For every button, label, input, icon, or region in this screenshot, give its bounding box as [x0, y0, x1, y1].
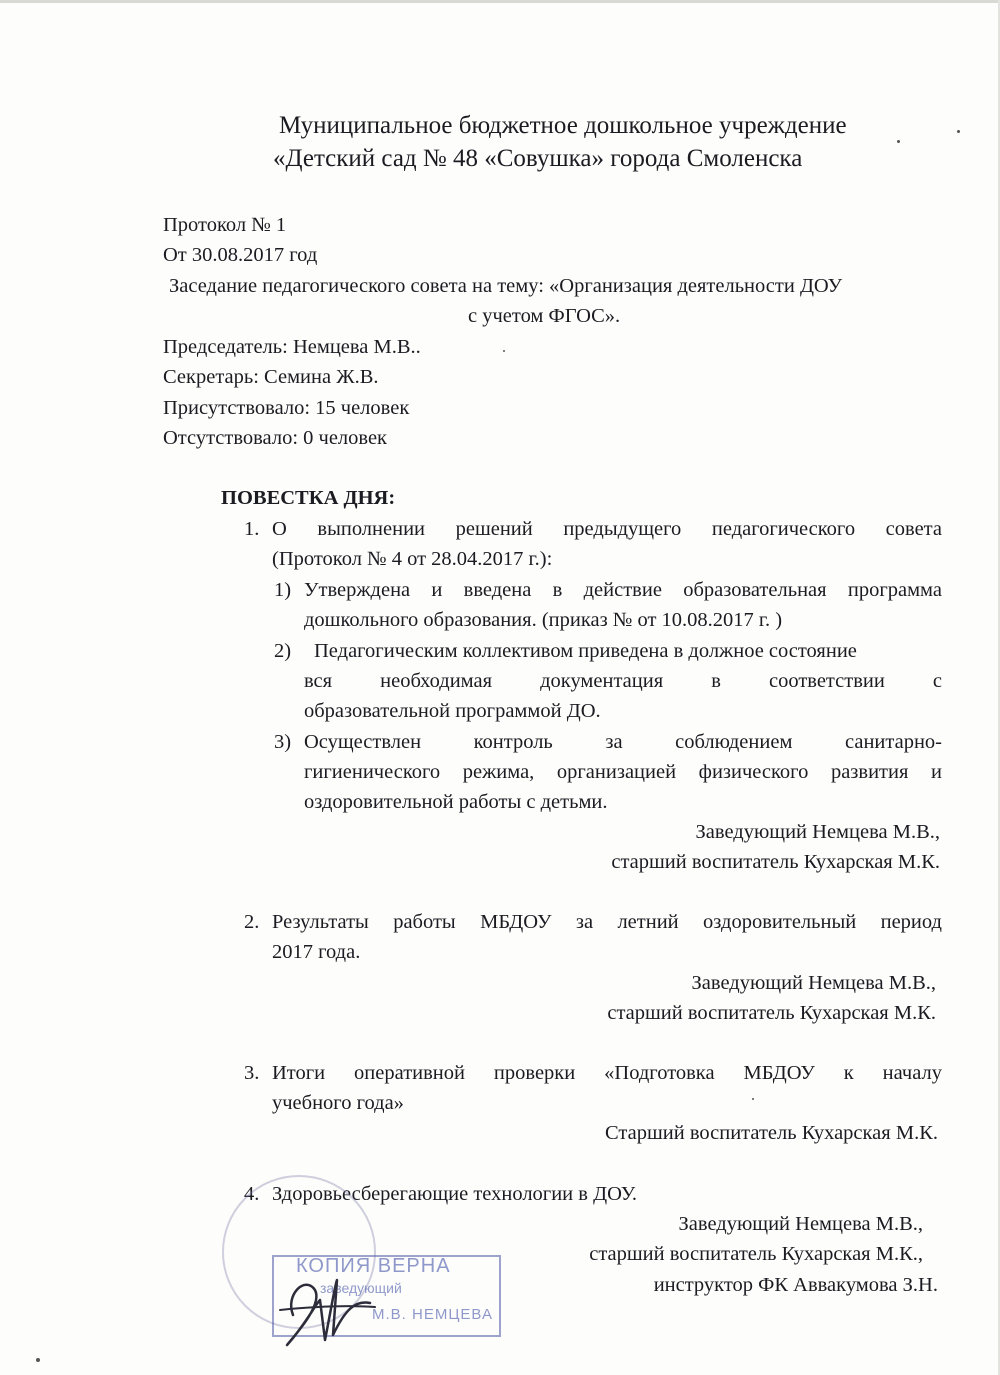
subitem-text: гигиенического режима, организацией физического развития и	[304, 761, 942, 783]
scan-speck	[897, 140, 900, 143]
secretary: Секретарь: Семина Ж.В.	[163, 366, 379, 388]
scan-speck	[957, 130, 960, 133]
responsible-person: Заведующий Немцева М.В.,	[695, 821, 940, 843]
responsible-person: старший воспитатель Кухарская М.К.	[611, 851, 940, 873]
responsible-person: Заведующий Немцева М.В.,	[678, 1213, 923, 1235]
agenda-item-number: 1.	[244, 518, 260, 540]
meeting-topic: Заседание педагогического совета на тему: «Организация деятельности ДОУ	[169, 275, 843, 297]
agenda-item-text: Итоги оперативной проверки «Подготовка МБДОУ к началу	[272, 1062, 942, 1084]
protocol-date: От 30.08.2017 год	[163, 244, 318, 266]
responsible-person: инструктор ФК Аввакумова З.Н.	[653, 1274, 938, 1296]
agenda-item-text: учебного года»	[272, 1092, 404, 1114]
agenda-item-number: 4.	[244, 1183, 260, 1205]
chairperson: Председатель: Немцева М.В..	[163, 336, 421, 358]
subitem-text: Утверждена и введена в действие образовательная программа	[304, 579, 942, 601]
agenda-item-number: 3.	[244, 1062, 260, 1084]
protocol-number: Протокол № 1	[163, 214, 287, 236]
scan-edge	[0, 0, 1000, 3]
attendance-present: Присутствовало: 15 человек	[163, 397, 410, 419]
stamp-text: заведующий	[320, 1280, 402, 1296]
subitem-text: вся необходимая документация в соответствии с	[304, 670, 942, 692]
meeting-topic-cont: с учетом ФГОС».	[468, 305, 621, 327]
scan-speck	[503, 350, 505, 352]
agenda-item-text: (Протокол № 4 от 28.04.2017 г.):	[272, 548, 553, 570]
subitem-text: Педагогическим коллективом приведена в должное состояние	[314, 640, 857, 662]
agenda-item-text: О выполнении решений предыдущего педагогического совета	[272, 518, 942, 540]
subitem-text: дошкольного образования. (приказ № от 10.08.2017 г. )	[304, 609, 783, 631]
stamp-text: КОПИЯ ВЕРНА	[296, 1255, 451, 1277]
agenda-item-text: Здоровьесберегающие технологии в ДОУ.	[272, 1183, 638, 1205]
subitem-number: 3)	[274, 731, 292, 753]
scan-speck	[752, 1098, 754, 1100]
subitem-number: 1)	[274, 579, 292, 601]
responsible-person: Старший воспитатель Кухарская М.К.	[605, 1122, 938, 1144]
subitem-number: 2)	[274, 640, 292, 662]
subitem-text: образовательной программой ДО.	[304, 700, 601, 722]
agenda-item-text: Результаты работы МБДОУ за летний оздоровительный период	[272, 911, 942, 933]
responsible-person: старший воспитатель Кухарская М.К.	[607, 1002, 936, 1024]
attendance-absent: Отсутствовало: 0 человек	[163, 427, 388, 449]
responsible-person: Заведующий Немцева М.В.,	[691, 972, 936, 994]
stamp-text: М.В. НЕМЦЕВА	[372, 1306, 493, 1323]
signature	[275, 1255, 385, 1355]
institution-name: Муниципальное бюджетное дошкольное учреждение	[279, 112, 847, 139]
scan-speck	[36, 1358, 40, 1362]
kindergarten-name: «Детский сад № 48 «Совушка» города Смоленска	[273, 145, 803, 172]
subitem-text: Осуществлен контроль за соблюдением санитарно-	[304, 731, 942, 753]
agenda-item-number: 2.	[244, 911, 260, 933]
responsible-person: старший воспитатель Кухарская М.К.,	[589, 1243, 923, 1265]
agenda-heading: ПОВЕСТКА ДНЯ:	[221, 487, 396, 509]
agenda-item-text: 2017 года.	[272, 941, 361, 963]
subitem-text: оздоровительной работы с детьми.	[304, 791, 608, 813]
